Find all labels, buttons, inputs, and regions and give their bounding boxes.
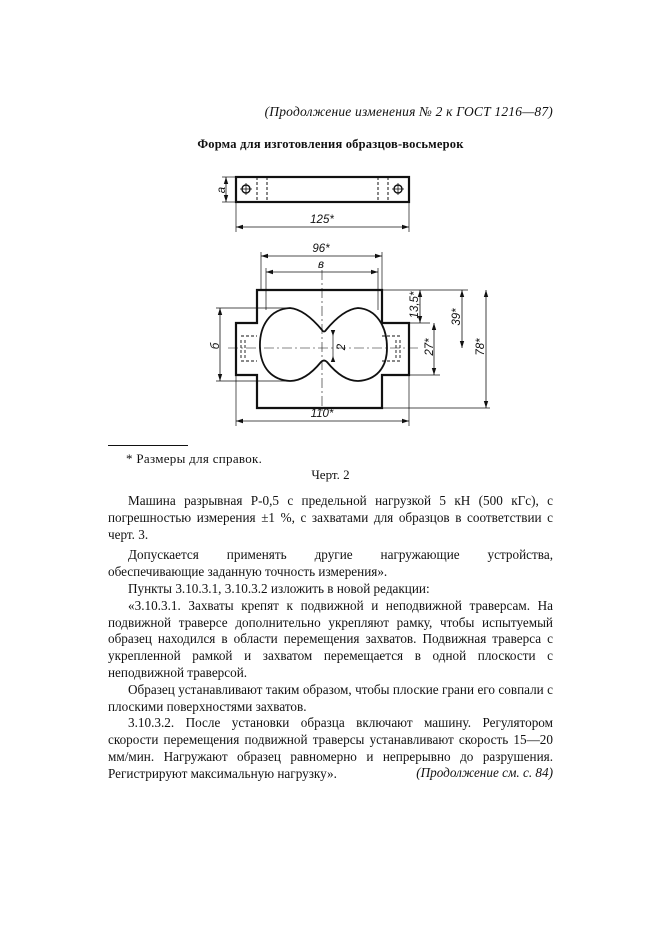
- figure-caption: Черт. 2: [311, 467, 350, 482]
- continuation-note: (Продолжение см. с. 84): [416, 765, 553, 780]
- dim-label-v: в: [317, 259, 325, 271]
- dim-label-125: 125*: [310, 214, 334, 226]
- footnote-rule: [108, 445, 188, 446]
- dimension-arrows: [218, 177, 488, 423]
- dim-label-2: 2: [336, 343, 348, 351]
- technical-drawing: [0, 160, 661, 440]
- running-header: (Продолжение изменения № 2 к ГОСТ 1216—87): [264, 104, 553, 119]
- dim-label-96: 96*: [312, 243, 330, 255]
- footnote: * Размеры для справок.: [126, 451, 263, 466]
- dim-label-78: 78*: [475, 338, 487, 356]
- dim-label-13-5: 13,5*: [409, 291, 421, 319]
- paragraph: Допускается применять другие нагружающие устройства, обеспечивающие заданную точность измерения».: [108, 547, 553, 580]
- paragraph: 3.10.3.2. После установки образца включают машину. Регулятором скорости перемещения подвижной траверсы устанавливают скорость 15—20 мм/мин. Нагружают образец равномерно и непрерывно до разрушения. Регистрируют максимальную нагрузку».: [108, 715, 553, 781]
- dim-label-27: 27*: [424, 338, 436, 356]
- dim-label-39: 39*: [451, 308, 463, 326]
- body-text: [108, 493, 553, 783]
- paragraph: «3.10.3.1. Захваты крепят к подвижной и неподвижной траверсам. На подвижной траверсе дополнительно укрепляют рамку, чтобы испытуемый образец находился в области перемещения захватов. Подвижная траверса с укрепленной рамкой и захватом перемещается в одной плоскости с неподвижной траверсой.: [108, 597, 553, 680]
- paragraph: Машина разрывная Р-0,5 с предельной нагрузкой 5 кН (500 кГс), с погрешностью измерения ±1 %, с захватами для образцов в соответствии с черт. 3.: [108, 493, 553, 542]
- paragraph: Пункты 3.10.3.1, 3.10.3.2 изложить в новой редакции:: [128, 580, 430, 596]
- dim-label-a: a: [216, 186, 228, 194]
- mould-top-view: [216, 252, 490, 426]
- dim-label-b: б: [210, 342, 222, 350]
- figure-title: Форма для изготовления образцов-восьмерок: [197, 137, 464, 151]
- paragraph: Образец устанавливают таким образом, чтобы плоские грани его совпали с плоскими поверхностями захватов.: [108, 681, 553, 714]
- dim-label-110: 110*: [310, 408, 334, 420]
